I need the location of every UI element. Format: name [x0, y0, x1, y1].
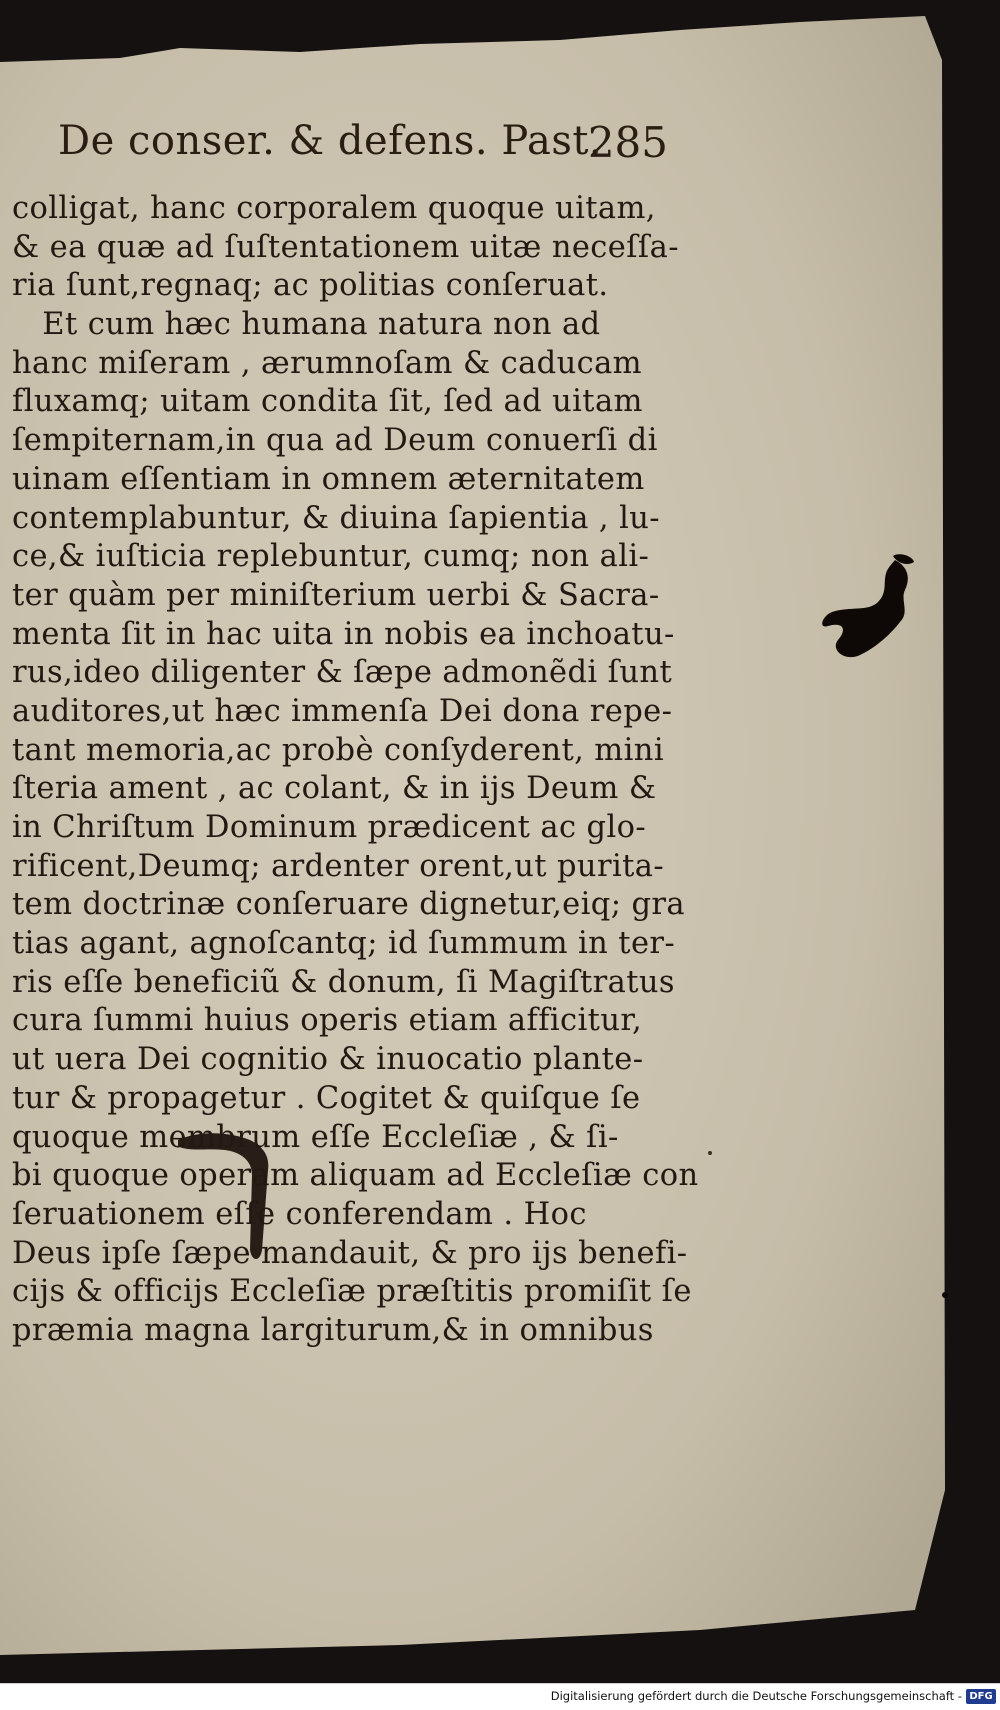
- text-line: Deus ipſe ſæpe mandauit, & pro ijs benefi-: [12, 1235, 688, 1271]
- text-line: cijs & officijs Eccleſiæ præſtitis promiſit ſe: [12, 1274, 692, 1310]
- page-number: 285: [587, 118, 668, 167]
- ink-dot: [708, 1151, 712, 1155]
- dfg-logo: DFG: [966, 1689, 996, 1704]
- text-line: rificent,Deumq; ardenter orent,ut purita-: [12, 848, 665, 884]
- ink-dot: [942, 1292, 948, 1298]
- text-line: ſempiternam,in qua ad Deum conuerſi di: [12, 423, 658, 459]
- text-line: ria ſunt,regnaq; ac politias conſeruat.: [12, 268, 609, 304]
- text-line: fluxamq; uitam condita ſit, ſed ad uitam: [12, 384, 643, 420]
- text-line: bi quoque operam aliquam ad Eccleſiæ con: [12, 1158, 699, 1194]
- text-line: tias agant, agnoſcantq; id ſummum in ter-: [12, 926, 676, 962]
- digitization-footer: [0, 1683, 1000, 1710]
- text-line: præmia magna largiturum,& in omnibus: [12, 1312, 654, 1348]
- text-line: hanc miſeram , ærumnoſam & caducam: [12, 345, 643, 381]
- text-line: uinam eſſentiam in omnem æternitatem: [12, 461, 645, 497]
- text-line: colligat, hanc corporalem quoque uitam,: [12, 191, 656, 226]
- text-line: rus,ideo diligenter & ſæpe admonẽdi ſunt: [12, 655, 673, 691]
- text-line: quoque membrum eſſe Eccleſiæ , & ſi-: [12, 1119, 619, 1155]
- text-line: in Chriſtum Dominum prædicent ac glo-: [12, 810, 647, 845]
- text-line: tem doctrinæ conſeruare dignetur,eiq; gra: [12, 887, 685, 923]
- funding-credit: Digitalisierung gefördert durch die Deutsche Forschungsgemeinschaft -: [550, 1689, 962, 1703]
- text-line: ut uera Dei cognitio & inuocatio plante-: [12, 1042, 644, 1078]
- text-line: contemplabuntur, & diuina ſapientia , lu-: [12, 500, 660, 536]
- text-line: ce,& iuſticia replebuntur, cumq; non ali-: [12, 539, 650, 575]
- text-line: tant memoria,ac probè conſyderent, mini: [12, 732, 664, 768]
- page-header: [58, 118, 668, 182]
- text-line: ter quàm per miniſterium uerbi & Sacra-: [12, 577, 660, 613]
- running-head: De conser. & defens. Past.: [58, 118, 603, 164]
- text-line: auditores,ut hæc immenſa Dei dona repe-: [12, 693, 673, 729]
- body-text: [12, 190, 699, 1351]
- text-line: menta ſit in hac uita in nobis ea inchoatu-: [12, 616, 675, 652]
- text-line: Et cum hæc humana natura non ad: [12, 307, 601, 343]
- text-line: ris eſſe beneficiũ & donum, ſi Magiſtratus: [12, 964, 675, 1000]
- text-line: ſeruationem eſſe conferendam . Hoc: [12, 1196, 587, 1232]
- text-line: & ea quæ ad ſuſtentationem uitæ neceſſa-: [12, 229, 679, 265]
- text-line: tur & propagetur . Cogitet & quiſque ſe: [12, 1080, 641, 1116]
- text-line: cura ſummi huius operis etiam afficitur,: [12, 1003, 643, 1039]
- text-line: ſteria ament , ac colant, & in ijs Deum &: [12, 771, 657, 807]
